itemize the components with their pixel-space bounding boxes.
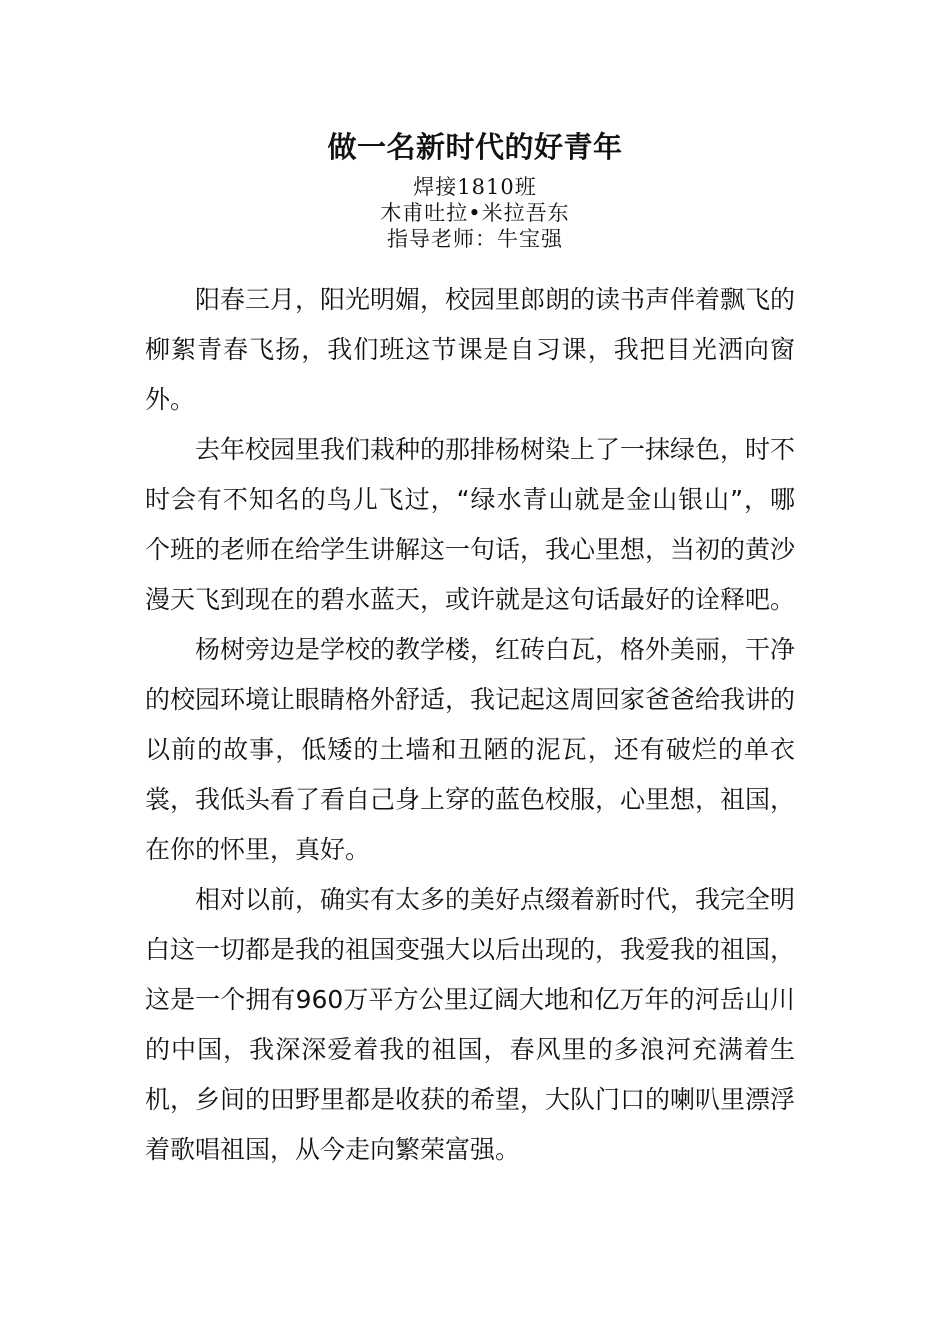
paragraph-2: 去年校园里我们栽种的那排杨树染上了一抹绿色，时不时会有不知名的鸟儿飞过，“绿水青山就是金山银山”，哪个班的老师在给学生讲解这一句话，我心里想，当初的黄沙漫天飞到现在的碧水蓝天，或许就是这句话最好的诠释吧。 bbox=[145, 435, 796, 614]
author-name: 木甫吐拉•米拉吾东 bbox=[380, 201, 570, 225]
essay-body bbox=[145, 275, 795, 1175]
paragraph-4: 相对以前，确实有太多的美好点缀着新时代，我完全明白这一切都是我的祖国变强大以后出现的，我爱我的祖国，这是一个拥有960万平方公里辽阔大地和亿万年的河岳山川的中国，我深深爱着我的祖国，春风里的多浪河充满着生机，乡间的田野里都是收获的希望，大队门口的喇叭里漂浮着歌唱祖国，从今走向繁荣富强。 bbox=[145, 885, 796, 1164]
essay-title: 做一名新时代的好青年 bbox=[327, 130, 623, 164]
paragraph-3: 杨树旁边是学校的教学楼，红砖白瓦，格外美丽，干净的校园环境让眼睛格外舒适，我记起这周回家爸爸给我讲的以前的故事，低矮的土墙和丑陋的泥瓦，还有破烂的单衣裳，我低头看了看自己身上穿的蓝色校服，心里想，祖国，在你的怀里，真好。 bbox=[145, 635, 796, 864]
class-line: 焊接1810班 bbox=[413, 175, 537, 199]
paragraph-1: 阳春三月，阳光明媚，校园里郎朗的读书声伴着飘飞的柳絮青春飞扬，我们班这节课是自习课，我把目光洒向窗外。 bbox=[145, 285, 796, 414]
teacher-line: 指导老师：牛宝强 bbox=[387, 227, 563, 251]
